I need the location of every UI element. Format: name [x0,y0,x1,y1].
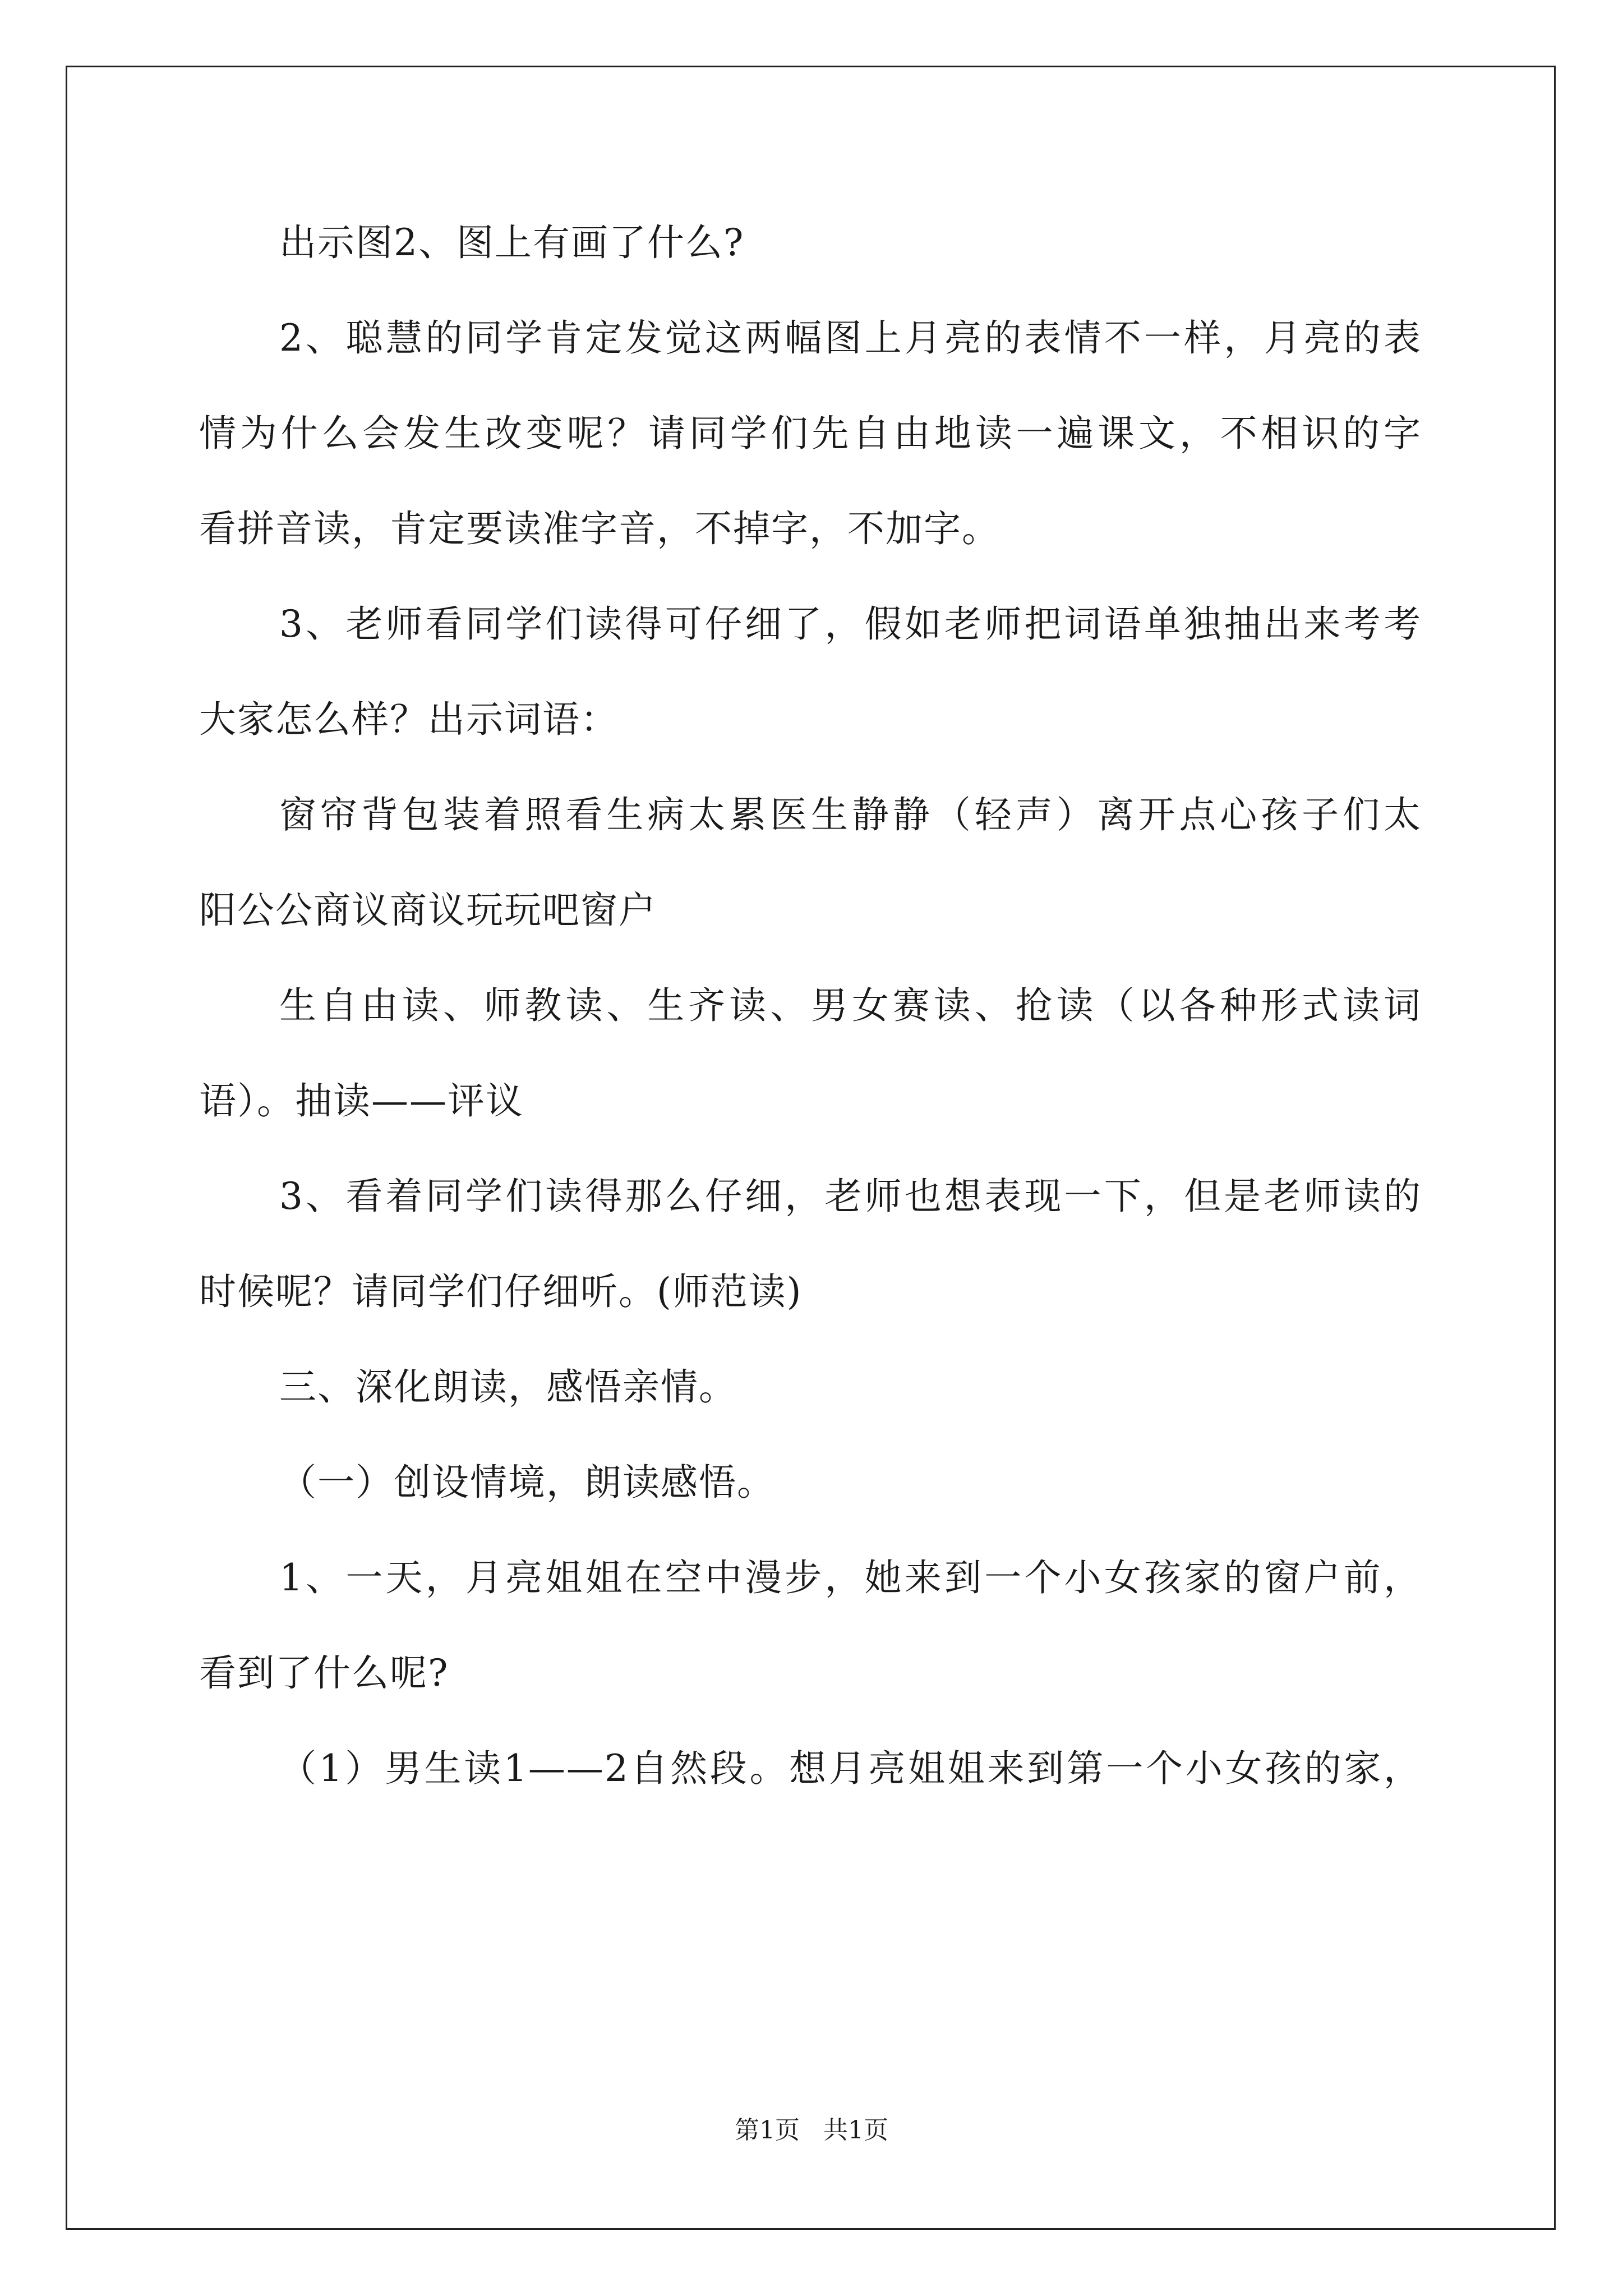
paragraph-line: 1、一天，月亮姐姐在空中漫步，她来到一个小女孩家的窗户前， [279,1556,1422,1599]
paragraph-line: 2、聪慧的同学肯定发觉这两幅图上月亮的表情不一样，月亮的表 [279,316,1422,360]
paragraph-line: 看到了什么呢? [199,1651,449,1695]
paragraph-line: 情为什么会发生改变呢？请同学们先自由地读一遍课文，不相识的字 [199,412,1422,455]
paragraph-line: 窗帘背包装着照看生病太累医生静静（轻声）离开点心孩子们太 [279,793,1422,836]
page-number-current: 第1页 [735,2116,800,2145]
document-body [199,223,1422,1844]
paragraph-line: 时候呢？请同学们仔细听。(师范读) [199,1270,803,1313]
subsection-heading: （一）创设情境，朗读感悟。 [279,1461,775,1504]
paragraph-line: 大家怎么样？出示词语： [199,698,619,741]
paragraph-line: 生自由读、师教读、生齐读、男女赛读、抢读（以各种形式读词 [279,984,1422,1027]
paragraph-line: 出示图2、图上有画了什么? [279,221,745,264]
paragraph-line: 阳公公商议商议玩玩吧窗户 [199,889,657,932]
page-number-total: 共1页 [823,2116,888,2145]
page-footer [0,2116,1623,2145]
paragraph-line: （1）男生读1——2自然段。想月亮姐姐来到第一个小女孩的家， [279,1747,1422,1790]
paragraph-line: 3、看着同学们读得那么仔细，老师也想表现一下，但是老师读的 [279,1175,1422,1218]
paragraph-line: 3、老师看同学们读得可仔细了，假如老师把词语单独抽出来考考 [279,602,1422,646]
paragraph-line: 看拼音读，肯定要读准字音，不掉字，不加字。 [199,507,1000,550]
section-heading: 三、深化朗读，感悟亲情。 [279,1365,737,1409]
paragraph-line: 语）。抽读——评议 [199,1079,524,1122]
